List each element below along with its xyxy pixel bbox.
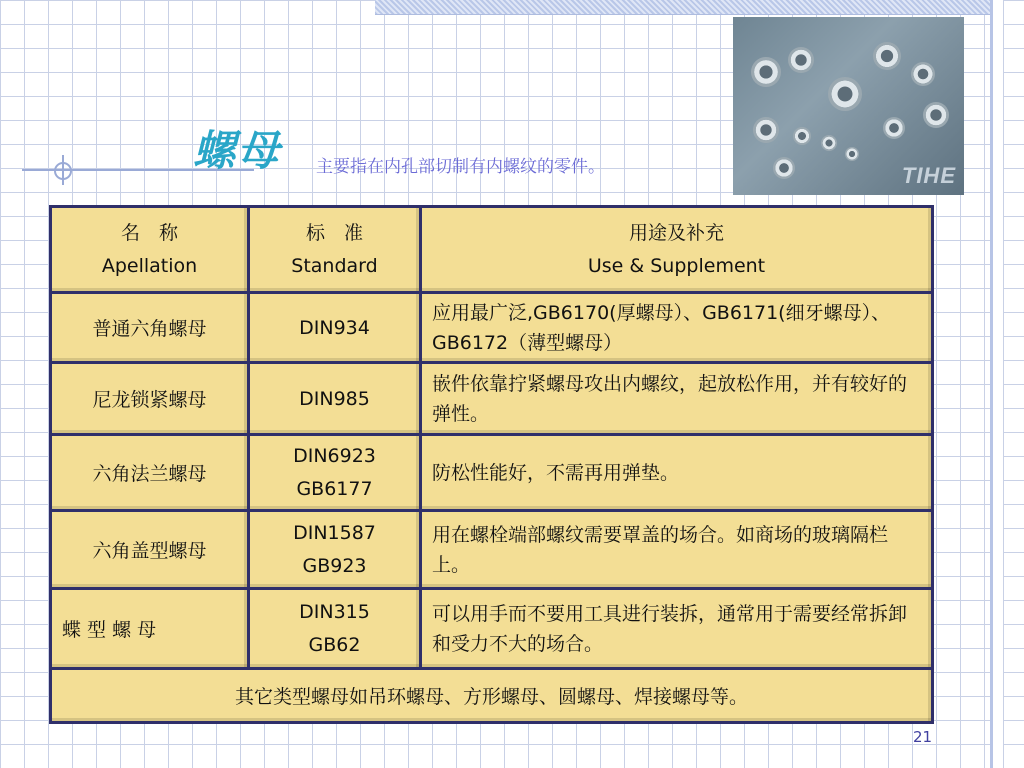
row-standard [249,363,421,435]
nut-image [751,57,781,87]
right-band-grid [1003,0,1024,768]
row-name: 尼龙锁紧螺母 [51,363,249,435]
nut-image [753,117,779,143]
header-name-cell [51,207,249,293]
photo-logo: TIHE [901,163,956,188]
nut-image [873,42,901,70]
table-footer-note: 其它类型螺母如吊环螺母、方形螺母、圆螺母、焊接螺母等。 [51,669,933,723]
row-name: 六角法兰螺母 [51,435,249,511]
table-row [51,435,933,511]
row-name: 蝶 型 螺 母 [51,589,249,669]
row-standard [249,293,421,363]
row-standard-1: DIN315 [299,600,370,623]
row-description: 可以用手而不要用工具进行装拆，通常用于需要经常拆卸和受力不大的场合。 [421,589,933,669]
row-name: 普通六角螺母 [51,293,249,363]
table-row [51,293,933,363]
nut-image [788,47,814,73]
row-description: 应用最广泛,GB6170(厚螺母）、GB6171(细牙螺母）、GB6172（薄型螺母） [421,293,933,363]
table-row [51,363,933,435]
page-number: 21 [913,728,933,746]
title-rule-circle [54,162,72,180]
header-standard-cell [249,207,421,293]
table-row [51,511,933,589]
row-standard-2: GB62 [308,633,361,656]
row-name: 六角盖型螺母 [51,511,249,589]
nut-image [773,157,795,179]
row-description: 嵌件依靠拧紧螺母攻出内螺纹，起放松作用，并有较好的弹性。 [421,363,933,435]
header-use-cn: 用途及补充 [628,221,724,244]
header-use-cell [421,207,933,293]
nut-image [883,117,905,139]
header-standard-en: Standard [291,254,378,277]
table-row [51,589,933,669]
slide-title: 螺母 [193,126,282,175]
row-standard-2: GB6177 [296,477,373,500]
row-standard [249,589,421,669]
nuts-photo [733,17,964,195]
nut-image [828,77,862,111]
slide-subtitle: 主要指在内孔部切制有内螺纹的零件。 [316,157,605,177]
nut-image [821,135,837,151]
table-header-row [51,207,933,293]
header-use-en: Use & Supplement [587,254,766,277]
row-standard-1: DIN985 [299,387,370,410]
row-standard [249,511,421,589]
row-standard [249,435,421,511]
header-standard-cn: 标 准 [305,221,363,244]
table-footer-row [51,669,933,723]
row-standard-2: GB923 [302,554,367,577]
nut-image [923,102,949,128]
top-decorative-band [375,0,1024,15]
nut-image [793,127,811,145]
nut-image [845,147,859,161]
row-description: 防松性能好，不需再用弹垫。 [421,435,933,511]
header-name-cn: 名 称 [120,221,178,244]
row-standard-1: DIN1587 [293,521,376,544]
row-standard-1: DIN6923 [293,444,376,467]
row-description: 用在螺栓端部螺纹需要罩盖的场合。如商场的玻璃隔栏上。 [421,511,933,589]
row-standard-1: DIN934 [299,316,370,339]
nut-image [911,62,935,86]
header-name-en: Apellation [101,254,198,277]
nut-spec-table [49,205,934,724]
